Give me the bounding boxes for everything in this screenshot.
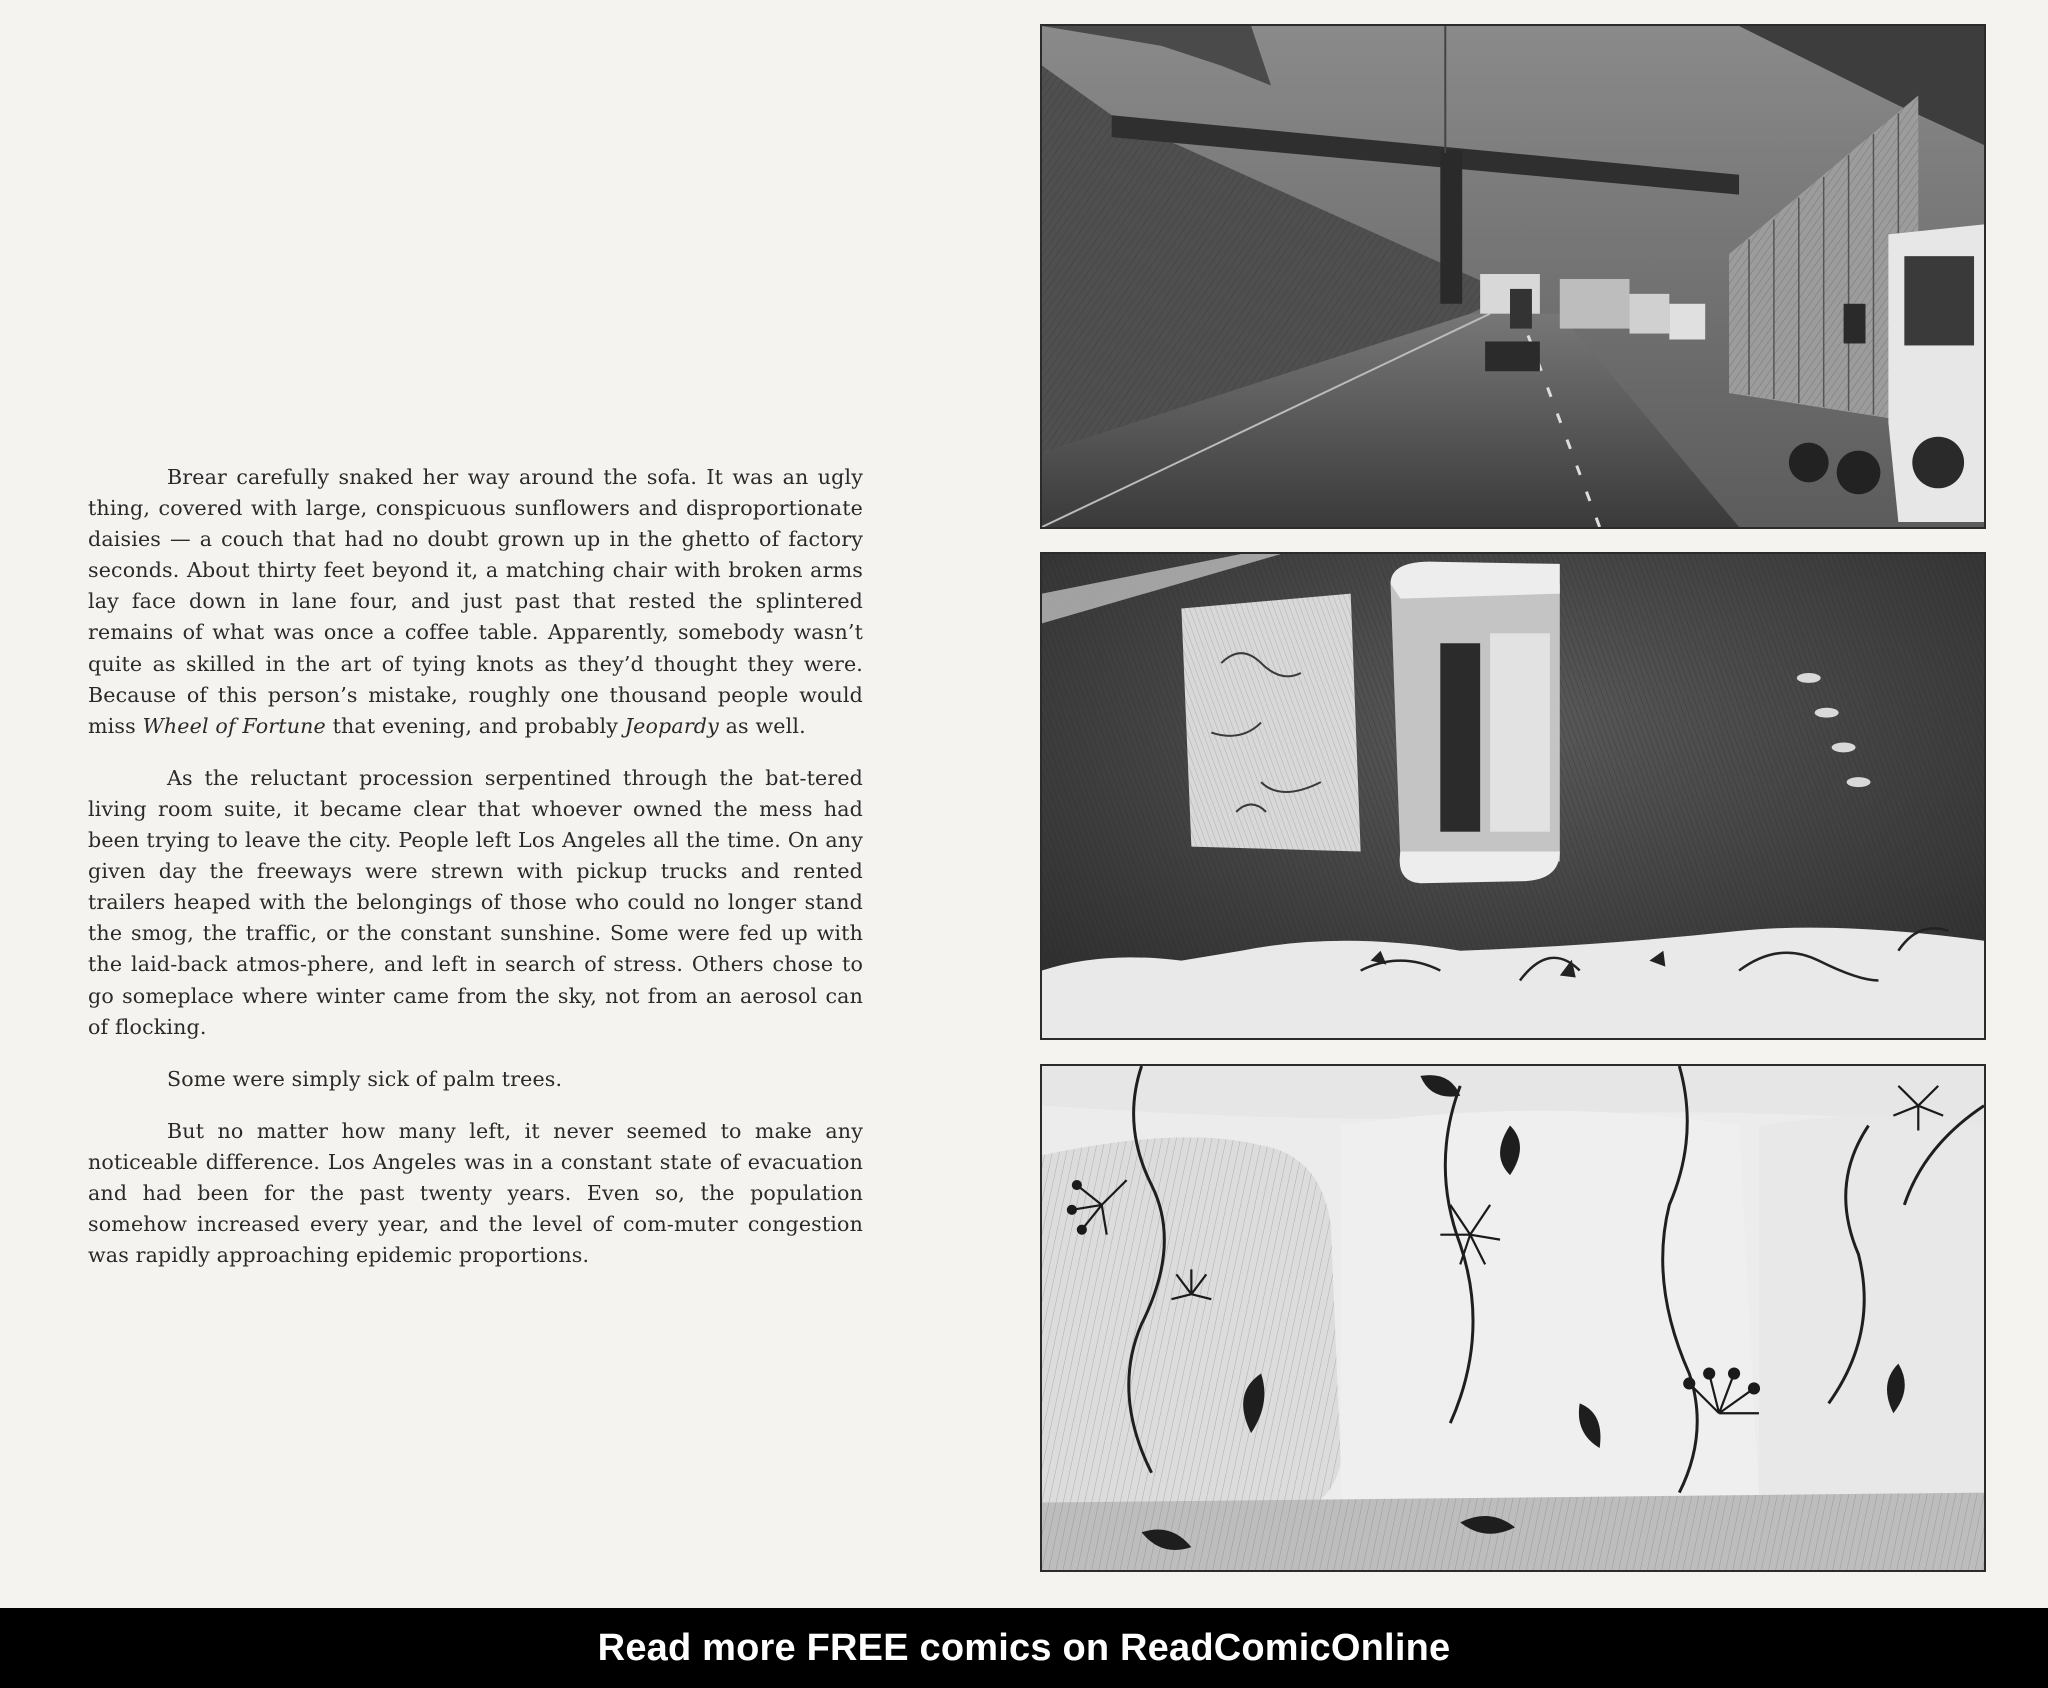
armchair-illustration <box>1042 554 1984 1038</box>
promo-banner-text[interactable]: Read more FREE comics on ReadComicOnline <box>597 1626 1451 1669</box>
story-text: Brear carefully snaked her way around the sofa. It was an ugly thing, covered with large, conspicuous sunflowers and disproportionate daisies — a couch that had no doubt grown up in the ghetto of factory seconds. About thirty feet beyond it, a matching chair with broken arms lay face down in lane four, and just past that rested the splintered remains of what was once a coffee table. Apparently, somebody wasn’t quite as skilled in the art of tying knots as they’d thought they were. Because of this person’s mistake, roughly one thousand people would miss <box>88 465 863 738</box>
story-text: As the reluctant procession serpentined through the bat-tered living room suite, it became clear that whoever owned the mess had been trying to leave the city. People left Los Angeles all the time. On any given day the freeways were strewn with pickup trucks and rented trailers heaped with the belongings of those who could no longer stand the smog, the traffic, or the constant sunshine. Some were fed up with the laid-back atmos-phere, and left in search of stress. Others chose to go someplace where winter came from the sky, not from an aerosol can of flocking. <box>88 765 863 1039</box>
story-paragraph <box>88 462 863 742</box>
panel-floral-sofa <box>1040 1064 1986 1572</box>
italic-title: Jeopardy <box>624 713 719 738</box>
panel-freeway-overpass <box>1040 24 1986 529</box>
story-text: But no matter how many left, it never seemed to make any noticeable difference. Los Angeles was in a constant state of evacuation and had been for the past twenty years. Even so, the population somehow increased every year, and the level of com-muter congestion was rapidly approaching epidemic proportions. <box>88 1118 863 1268</box>
panel-armchair-on-road <box>1040 552 1986 1040</box>
promo-banner[interactable] <box>0 1608 2048 1688</box>
freeway-illustration <box>1042 26 1984 527</box>
story-text-column <box>88 462 863 1292</box>
story-text: Some were simply sick of palm trees. <box>167 1066 563 1091</box>
story-paragraph <box>88 1116 863 1271</box>
story-text: that evening, and probably <box>325 713 625 738</box>
sofa-illustration <box>1042 1066 1984 1570</box>
story-text: as well. <box>718 713 806 738</box>
story-paragraph <box>88 1064 863 1095</box>
story-paragraph <box>88 763 863 1043</box>
italic-title: Wheel of Fortune <box>142 713 326 738</box>
